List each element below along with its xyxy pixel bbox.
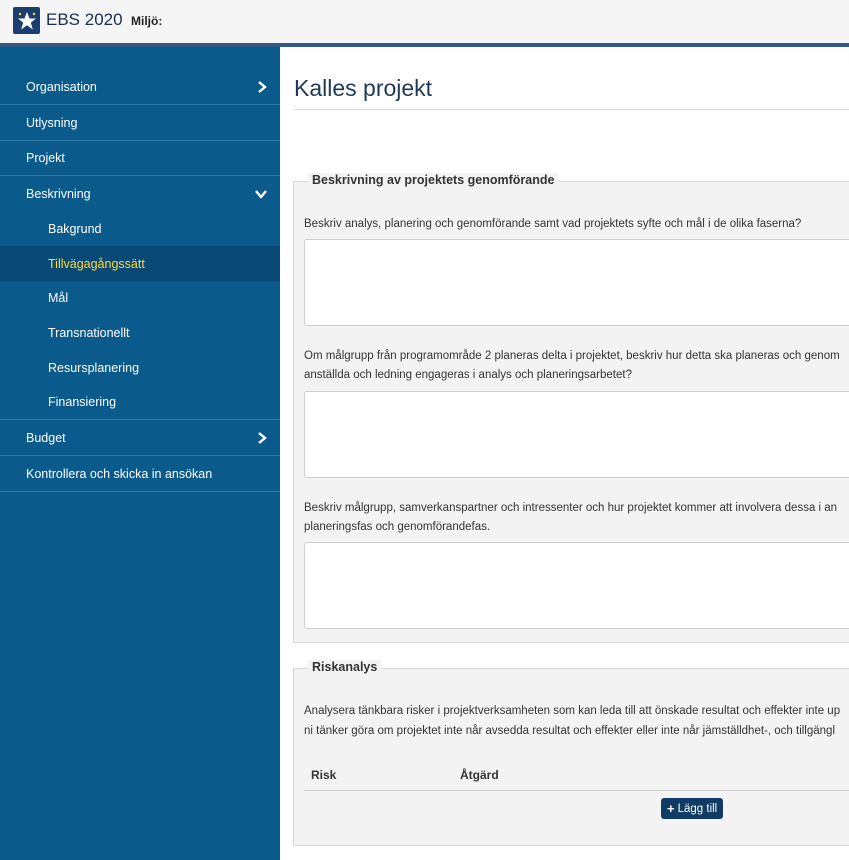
title-divider	[294, 109, 849, 110]
sidebar-item-mal[interactable]	[0, 281, 280, 315]
risk-panel	[293, 660, 849, 846]
sidebar-item-organisation[interactable]	[0, 69, 280, 105]
column-header-risk: Risk	[311, 768, 337, 782]
sidebar-item-label: Utlysning	[26, 115, 78, 130]
question-label: anställda och ledning engageras i analys och planeringsarbetet?	[304, 369, 632, 381]
page-title: Kalles projekt	[294, 75, 433, 101]
chevron-down-icon	[255, 189, 267, 199]
question-label: Beskriv analys, planering och genomförande samt vad projektets syfte och mål i de olika faserna?	[304, 218, 802, 230]
add-risk-button[interactable]	[661, 798, 723, 819]
sidebar-item-label: Projekt	[26, 151, 65, 165]
sidebar-item-resursplanering[interactable]	[0, 350, 280, 385]
chevron-right-icon	[257, 81, 267, 93]
environment-label: Miljö:	[131, 14, 163, 28]
sidebar-item-finansiering[interactable]	[0, 385, 280, 420]
sidebar-item-kontrollera[interactable]	[0, 456, 280, 492]
sidebar-item-label: Tillvägagångssätt	[48, 256, 145, 271]
description-panel	[293, 173, 849, 643]
target-group-textarea[interactable]	[304, 391, 849, 478]
sidebar-item-label: Budget	[26, 430, 66, 445]
sidebar-item-tillvagagangssatt[interactable]	[0, 246, 280, 281]
plus-icon: +	[667, 801, 675, 816]
sidebar-item-budget[interactable]	[0, 420, 280, 456]
sidebar-item-label: Mål	[48, 291, 69, 305]
sidebar-item-label: Finansiering	[48, 395, 117, 409]
question-label: planeringsfas och genomförandefas.	[304, 521, 491, 533]
question-label: Beskriv målgrupp, samverkanspartner och intressenter och hur projektet kommer att involvera dessa i an	[304, 502, 838, 514]
risk-description: Analysera tänkbara risker i projektverksamheten som kan leda till att önskade resultat och effekter inte up	[304, 705, 841, 717]
panel-legend: Riskanalys	[308, 660, 381, 674]
sidebar-item-label: Kontrollera och skicka in ansökan	[26, 466, 213, 481]
sidebar-item-transnationellt[interactable]	[0, 315, 280, 350]
sidebar-item-label: Resursplanering	[48, 360, 140, 375]
sidebar-item-projekt[interactable]	[0, 141, 280, 176]
sidebar-item-beskrivning[interactable]	[0, 176, 280, 211]
top-bar	[0, 0, 849, 43]
sidebar-item-label: Bakgrund	[48, 221, 102, 236]
table-divider	[304, 790, 849, 791]
analysis-textarea[interactable]	[304, 239, 849, 326]
sidebar	[0, 47, 280, 860]
app-title[interactable]: EBS 2020	[46, 10, 123, 29]
chevron-right-icon	[257, 432, 267, 444]
sidebar-item-utlysning[interactable]	[0, 105, 280, 141]
column-header-action: Åtgärd	[460, 768, 499, 782]
add-button-label: Lägg till	[677, 802, 718, 815]
sidebar-item-bakgrund[interactable]	[0, 211, 280, 246]
star-logo-icon[interactable]	[13, 7, 40, 34]
sidebar-item-label: Transnationellt	[48, 325, 130, 340]
sidebar-item-label: Organisation	[26, 79, 97, 94]
panel-legend: Beskrivning av projektets genomförande	[308, 173, 558, 187]
stakeholder-textarea[interactable]	[304, 542, 849, 629]
question-label: Om målgrupp från programområde 2 planeras delta i projektet, beskriv hur detta ska planeras och genom	[304, 350, 840, 362]
sidebar-item-label: Beskrivning	[26, 186, 91, 201]
risk-description: ni tänker göra om projektet inte når avsedda resultat och effekter eller inte når jämställdhet-, och tillgängl	[304, 725, 835, 737]
